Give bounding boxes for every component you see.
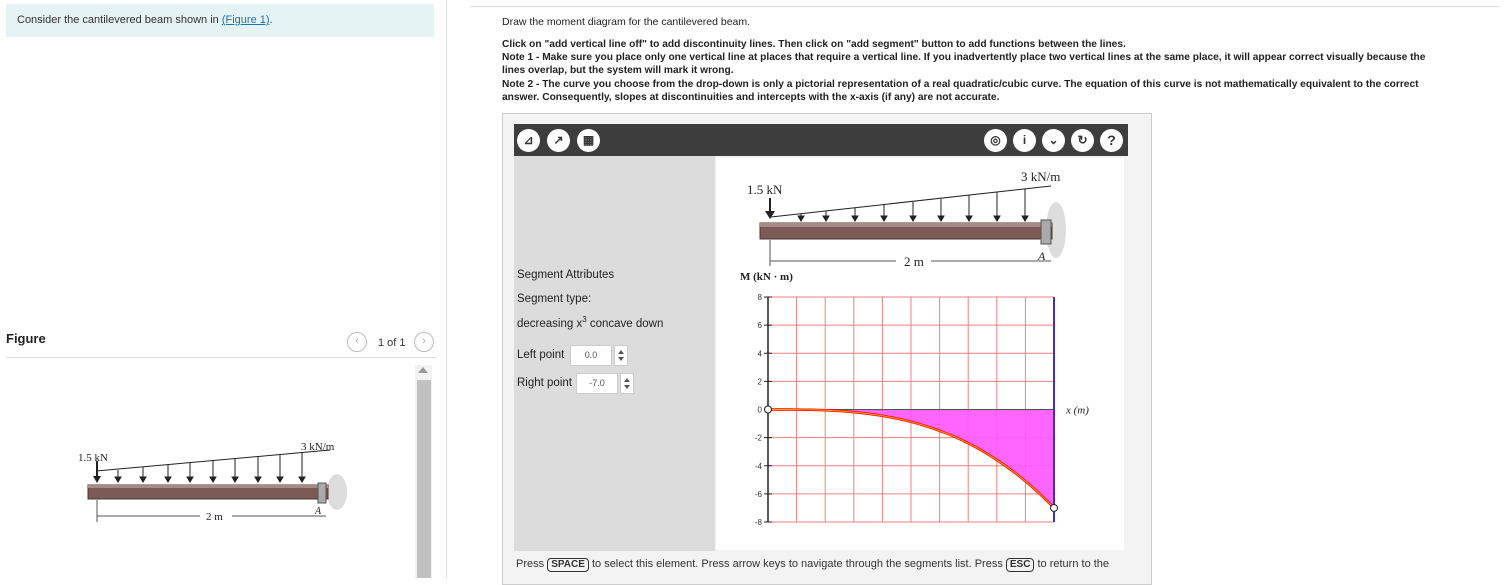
left-point-spinner[interactable] [614,345,628,366]
y-tick-label: -4 [754,461,762,471]
right-point-label: Right point [517,377,572,389]
y-tick-label: 4 [757,349,762,359]
length-label: 2 m [904,254,924,268]
note-2: Note 2 - The curve you choose from the drop-down is only a pictorial representation of a real quadratic/cubic curve. The equation of this curve is not mathematically equivalent to the correct [502,79,1419,90]
thumb-length-label: 2 m [206,511,223,523]
y-tick-label: -8 [754,518,762,527]
scrollbar-thumb[interactable] [417,380,431,578]
right-point-input[interactable]: -7.0 [576,373,618,394]
instruction-text: Click on "add vertical line off" to add discontinuity lines. Then click on "add segment" button to add functions between the lines. [502,39,1126,50]
dist-load-label: 3 kN/m [1021,169,1061,184]
help-button[interactable] [1100,129,1123,152]
footer-text: to select this element. Press arrow keys to navigate through the segments list. Press [588,558,1006,570]
segment-type-label: Segment type: [517,293,592,305]
figure-link[interactable]: (Figure 1) [221,14,270,26]
thumb-support-label: A [315,506,322,517]
y-tick-label: 8 [757,293,762,302]
beam-highlight [760,223,1052,227]
segment-attributes-heading: Segment Attributes [517,269,615,281]
info-icon: i [1022,133,1027,147]
hint-bulb-icon: ◎ [990,133,1001,147]
figure-counter: 1 of 1 [378,337,406,349]
point-load-arrow [765,198,775,219]
right-point-spinner[interactable] [620,373,634,394]
thumb-dist-load-label: 3 kN/m [301,441,335,453]
figure-thumbnail [70,430,350,530]
problem-text: Consider the cantilevered beam shown in [17,14,222,26]
note-2-cont: answer. Consequently, slopes at discontinuities and intercepts with the x-axis (if any) are not accurate. [502,92,1000,103]
point-load-arrow [93,461,101,483]
wall-support [327,474,347,510]
figure-divider [6,357,436,358]
thumb-point-load-label: 1.5 kN [78,452,108,464]
note-1: Note 1 - Make sure you place only one vertical line at places that require a vertical line. If you inadvertently place two vertical lines at the same place, it will appear correct visually because the [502,52,1426,63]
problem-statement [17,14,273,26]
scroll-up-arrow-icon[interactable] [418,367,428,373]
reset-icon: ↻ [1077,133,1088,147]
chevron-right-icon: › [422,335,426,347]
add-vertical-line-icon: ⊿ [523,133,534,147]
support-plate [318,483,326,503]
delete-button[interactable] [577,129,600,152]
x-axis-label: x (m) [1066,404,1089,417]
add-segment-button[interactable] [547,129,570,152]
segment-type-exponent: 3 [582,315,587,324]
space-key-badge: SPACE [547,558,589,572]
prev-figure-button[interactable] [347,332,367,352]
esc-key-badge: ESC [1006,558,1035,572]
distributed-load-arrows [96,450,330,482]
task-instruction: Draw the moment diagram for the cantilevered beam. [502,16,751,28]
help-icon: ? [1107,132,1116,148]
segment-type-text: decreasing x [517,317,583,330]
left-point-input[interactable]: 0.0 [570,345,612,366]
footer-text: to return to the [1034,558,1110,570]
add-segment-icon: ↗ [553,133,564,147]
distributed-load-arrows [771,186,1051,221]
segment-type-value[interactable] [517,315,663,330]
trash-icon: ▦ [582,133,595,147]
figure-heading: Figure [6,331,46,346]
point-load-label: 1.5 kN [747,182,783,197]
chevron-down-icon: ⌄ [1048,133,1059,147]
support-label: A [1038,249,1046,263]
divider [470,6,1500,7]
y-axis-label: M (kN · m) [740,271,793,283]
segment-endpoint-right [1051,504,1058,511]
keyboard-help-text [516,558,1109,572]
y-tick-label: -2 [754,433,762,443]
segment-type-suffix: concave down [586,317,664,330]
footer-text: Press [516,558,548,570]
support-plate [1041,220,1051,244]
y-tick-label: 2 [757,377,762,387]
hint-button[interactable] [984,129,1007,152]
problem-text-end: . [269,14,273,26]
note-1-cont: lines overlap, but the system will mark it wrong. [502,65,734,76]
reset-button[interactable] [1071,129,1094,152]
add-vertical-line-button[interactable] [517,129,540,152]
chevron-left-icon: ‹ [355,335,359,347]
column-divider [446,0,447,578]
left-point-label: Left point [517,349,565,361]
beam-diagram [716,158,1124,268]
y-tick-label: 0 [757,405,762,415]
y-tick-label: 6 [757,321,762,331]
moment-chart[interactable] [716,262,1124,550]
beam-highlight [88,485,328,488]
more-button[interactable] [1042,129,1065,152]
segment-endpoint-left [765,406,772,413]
y-tick-label: -6 [754,489,762,499]
next-figure-button[interactable] [414,332,434,352]
info-button[interactable] [1013,129,1036,152]
